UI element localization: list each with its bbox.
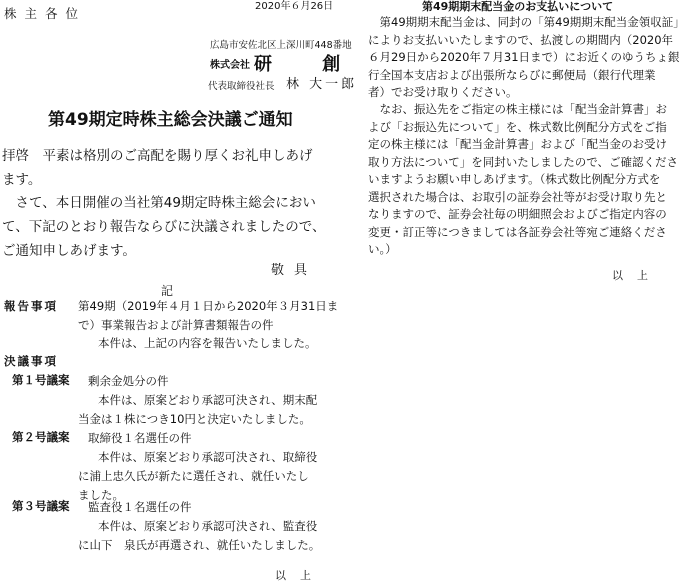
greeting-line: 拝啓 平素は格別のご高配を賜り厚くお礼申しあげ: [2, 148, 313, 164]
dividend-line: なりますので、証券会社毎の明細照会およびご指定内容の: [368, 207, 667, 221]
dividend-line: い。）: [368, 242, 397, 256]
ijou-left: 以上: [275, 569, 325, 582]
proposal-2-line: ました。: [78, 488, 124, 502]
closing-keigu: 敬具: [271, 263, 318, 278]
dividend-line: よび「お振込先について」を、株式数比例配分方式をご指: [368, 119, 667, 134]
report-line: 第49期（2019年４月１日から2020年３月31日ま: [78, 299, 339, 313]
dividend-line: 行全国本支店および出張所ならびに郵便局（銀行代理業: [368, 67, 656, 82]
company-address: 広島市安佐北区上深川町448番地: [210, 40, 352, 51]
company-name: 研 創: [254, 54, 363, 75]
report-items-label: 報告事項: [4, 299, 58, 313]
ki-marker: 記: [161, 284, 174, 298]
proposal-3-line: に山下 泉氏が再選され、就任いたしました。: [78, 538, 321, 552]
proposal-1-label: 第１号議案: [12, 373, 70, 387]
greeting-line: ます。: [2, 172, 42, 188]
proposal-3-title: 監査役１名選任の件: [88, 500, 192, 514]
resolution-items-label: 決議事項: [4, 354, 58, 368]
company-type-label: 株式会社: [210, 60, 250, 71]
dividend-line: 定の株主様には「配当金計算書」および「配当金のお受け: [368, 137, 667, 151]
representative-title: 代表取締役社長: [208, 81, 275, 92]
proposal-2-label: 第２号議案: [12, 430, 70, 444]
greeting-paragraph: [2, 144, 313, 192]
intro-line: て、下記のとおり報告ならびに決議されましたので、: [2, 219, 326, 235]
dividend-line: 者）でお受け取りください。: [368, 85, 518, 99]
dividend-line: ６月29日から2020年７月31日まで）にお近くのゆうちょ銀: [368, 50, 680, 64]
dividend-line: 第49期期末配当金は、同封の「第49期期末配当金領収証」: [368, 15, 685, 29]
dividend-line: 取り方法について」を同封いたしましたので、ご確認くださ: [368, 154, 679, 169]
intro-paragraph: [2, 191, 325, 263]
report-items-text: [78, 297, 338, 335]
dividend-paragraph-2: [368, 101, 678, 259]
report-note: 本件は、上記の内容を報告いたしました。: [98, 336, 317, 350]
notice-title: 第49期定時株主総会決議ご通知: [48, 110, 293, 130]
ijou-right: 以上: [612, 269, 662, 282]
dividend-line: なお、振込先をご指定の株主様には「配当金計算書」お: [368, 102, 667, 116]
proposal-3-line: 本件は、原案どおり承認可決され、監査役: [98, 519, 318, 533]
dividend-line: 選択された場合は、お取引の証券会社等がお受け取り先と: [368, 189, 667, 204]
intro-line: さて、本日開催の当社第49期定時株主総会におい: [2, 195, 316, 211]
dividend-heading: 第49期期末配当金のお支払いについて: [422, 0, 614, 13]
proposal-2-line: に浦上忠久氏が新たに選任され、就任いたし: [78, 469, 309, 483]
intro-line: ご通知申しあげます。: [2, 243, 136, 259]
proposal-1-line: 当金は１株につき10円と決定いたしました。: [78, 412, 311, 426]
addressee: 株主各位: [4, 6, 87, 21]
proposal-2-line: 本件は、原案どおり承認可決され、取締役: [98, 450, 318, 464]
dividend-line: 変更・訂正等につきましては各証券会社等宛ご連絡くださ: [368, 224, 667, 239]
proposal-1-line: 本件は、原案どおり承認可決され、期末配: [98, 393, 318, 407]
proposal-3-label: 第３号議案: [12, 499, 70, 513]
proposal-1-title: 剰余金処分の件: [88, 374, 169, 388]
dividend-line: いますようお願い申しあげます。（株式数比例配分方式を: [368, 172, 661, 186]
representative-name: 林 大一郎: [286, 77, 358, 92]
report-line: で）事業報告および計算書類報告の件: [78, 318, 274, 332]
dividend-paragraph-1: [368, 14, 685, 102]
notice-date: 2020年６月26日: [255, 1, 334, 12]
proposal-2-title: 取締役１名選任の件: [88, 431, 192, 445]
dividend-line: によりお支払いいたしますので、払渡しの期間内（2020年: [368, 32, 674, 47]
